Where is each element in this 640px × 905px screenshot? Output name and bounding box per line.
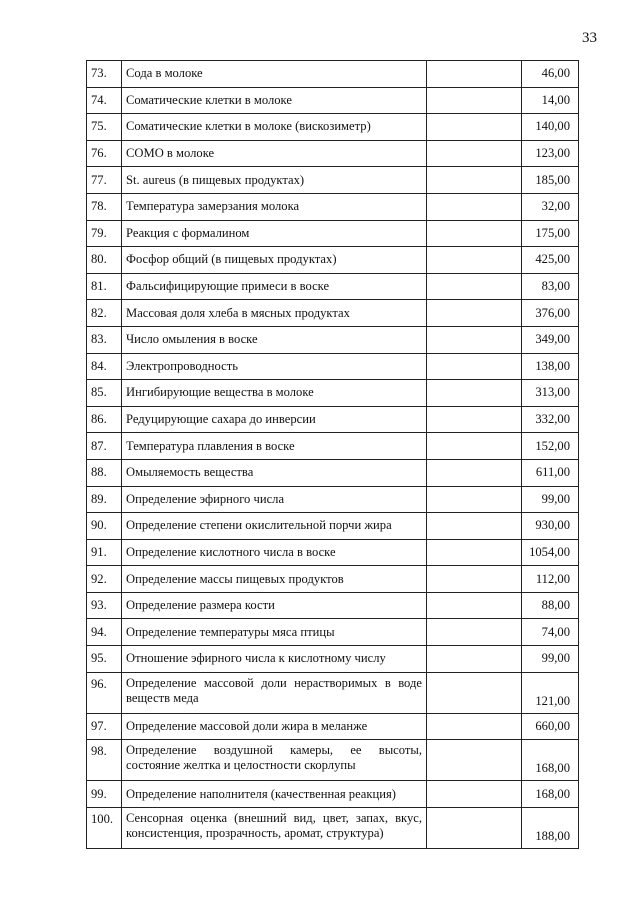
row-number: 73. — [87, 61, 122, 88]
price-table — [86, 60, 579, 849]
table-row — [87, 273, 579, 300]
table-row — [87, 380, 579, 407]
price-cell: 112,00 — [522, 566, 579, 593]
row-number: 98. — [87, 740, 122, 781]
price-cell: 83,00 — [522, 273, 579, 300]
table-row — [87, 619, 579, 646]
price-cell: 185,00 — [522, 167, 579, 194]
row-number: 75. — [87, 114, 122, 141]
table-row — [87, 140, 579, 167]
row-number: 91. — [87, 539, 122, 566]
row-number: 83. — [87, 326, 122, 353]
empty-cell — [427, 406, 522, 433]
service-name: Число омыления в воске — [122, 326, 427, 353]
row-number: 84. — [87, 353, 122, 380]
table-body — [87, 61, 579, 849]
table-row — [87, 247, 579, 274]
table-row — [87, 193, 579, 220]
empty-cell — [427, 380, 522, 407]
table-row — [87, 646, 579, 673]
empty-cell — [427, 353, 522, 380]
price-cell: 14,00 — [522, 87, 579, 114]
empty-cell — [427, 61, 522, 88]
empty-cell — [427, 459, 522, 486]
row-number: 87. — [87, 433, 122, 460]
table-row — [87, 592, 579, 619]
empty-cell — [427, 513, 522, 540]
empty-cell — [427, 740, 522, 781]
service-name: Омыляемость вещества — [122, 459, 427, 486]
service-name: Определение эфирного числа — [122, 486, 427, 513]
price-cell: 152,00 — [522, 433, 579, 460]
row-number: 74. — [87, 87, 122, 114]
row-number: 79. — [87, 220, 122, 247]
row-number: 78. — [87, 193, 122, 220]
empty-cell — [427, 807, 522, 848]
row-number: 100. — [87, 807, 122, 848]
table-row — [87, 672, 579, 713]
service-name: Фосфор общий (в пищевых продуктах) — [122, 247, 427, 274]
empty-cell — [427, 619, 522, 646]
service-name: Редуцирующие сахара до инверсии — [122, 406, 427, 433]
row-number: 90. — [87, 513, 122, 540]
empty-cell — [427, 193, 522, 220]
row-number: 76. — [87, 140, 122, 167]
service-name: Определение массовой доли нерастворимых в воде веществ меда — [122, 672, 427, 713]
table-row — [87, 87, 579, 114]
table-row — [87, 220, 579, 247]
service-name: Определение кислотного числа в воске — [122, 539, 427, 566]
row-number: 86. — [87, 406, 122, 433]
price-cell: 46,00 — [522, 61, 579, 88]
service-name: Соматические клетки в молоке — [122, 87, 427, 114]
price-cell: 660,00 — [522, 713, 579, 740]
service-name: Определение степени окислительной порчи жира — [122, 513, 427, 540]
price-cell: 188,00 — [522, 807, 579, 848]
table-row — [87, 781, 579, 808]
table-row — [87, 167, 579, 194]
row-number: 82. — [87, 300, 122, 327]
table-row — [87, 459, 579, 486]
empty-cell — [427, 672, 522, 713]
price-cell: 376,00 — [522, 300, 579, 327]
table-row — [87, 433, 579, 460]
row-number: 81. — [87, 273, 122, 300]
table-row — [87, 114, 579, 141]
service-name: Сенсорная оценка (внешний вид, цвет, запах, вкус, консистенция, прозрачность, аромат, структура) — [122, 807, 427, 848]
empty-cell — [427, 87, 522, 114]
table-row — [87, 566, 579, 593]
empty-cell — [427, 486, 522, 513]
table-row — [87, 539, 579, 566]
table-row — [87, 300, 579, 327]
price-cell: 168,00 — [522, 781, 579, 808]
price-cell: 138,00 — [522, 353, 579, 380]
service-name: Отношение эфирного числа к кислотному числу — [122, 646, 427, 673]
table-row — [87, 326, 579, 353]
row-number: 88. — [87, 459, 122, 486]
price-cell: 123,00 — [522, 140, 579, 167]
row-number: 95. — [87, 646, 122, 673]
empty-cell — [427, 326, 522, 353]
row-number: 89. — [87, 486, 122, 513]
table-row — [87, 740, 579, 781]
empty-cell — [427, 114, 522, 141]
price-cell: 99,00 — [522, 646, 579, 673]
service-name: Температура замерзания молока — [122, 193, 427, 220]
table-row — [87, 353, 579, 380]
empty-cell — [427, 220, 522, 247]
service-name: Ингибирующие вещества в молоке — [122, 380, 427, 407]
table-row — [87, 713, 579, 740]
row-number: 94. — [87, 619, 122, 646]
service-name: Сода в молоке — [122, 61, 427, 88]
service-name: СОМО в молоке — [122, 140, 427, 167]
page-number: 33 — [582, 30, 597, 46]
price-cell: 168,00 — [522, 740, 579, 781]
service-name: Определение размера кости — [122, 592, 427, 619]
row-number: 85. — [87, 380, 122, 407]
service-name: Электропроводность — [122, 353, 427, 380]
empty-cell — [427, 646, 522, 673]
price-cell: 88,00 — [522, 592, 579, 619]
price-cell: 99,00 — [522, 486, 579, 513]
empty-cell — [427, 433, 522, 460]
price-cell: 332,00 — [522, 406, 579, 433]
table-row — [87, 513, 579, 540]
row-number: 96. — [87, 672, 122, 713]
empty-cell — [427, 167, 522, 194]
service-name: Фальсифицирующие примеси в воске — [122, 273, 427, 300]
row-number: 92. — [87, 566, 122, 593]
service-name: Определение воздушной камеры, ее высоты, состояние желтка и целостности скорлупы — [122, 740, 427, 781]
empty-cell — [427, 566, 522, 593]
service-name: Определение массы пищевых продуктов — [122, 566, 427, 593]
service-name: Реакция с формалином — [122, 220, 427, 247]
table-row — [87, 406, 579, 433]
row-number: 77. — [87, 167, 122, 194]
price-cell: 32,00 — [522, 193, 579, 220]
price-cell: 121,00 — [522, 672, 579, 713]
empty-cell — [427, 140, 522, 167]
row-number: 99. — [87, 781, 122, 808]
price-cell: 349,00 — [522, 326, 579, 353]
service-name: Определение массовой доли жира в меланже — [122, 713, 427, 740]
price-cell: 313,00 — [522, 380, 579, 407]
service-name: Температура плавления в воске — [122, 433, 427, 460]
empty-cell — [427, 592, 522, 619]
price-cell: 175,00 — [522, 220, 579, 247]
price-cell: 74,00 — [522, 619, 579, 646]
price-cell: 425,00 — [522, 247, 579, 274]
service-name: Определение наполнителя (качественная реакция) — [122, 781, 427, 808]
price-cell: 1054,00 — [522, 539, 579, 566]
empty-cell — [427, 247, 522, 274]
table-row — [87, 807, 579, 848]
price-cell: 930,00 — [522, 513, 579, 540]
empty-cell — [427, 781, 522, 808]
table-row — [87, 486, 579, 513]
row-number: 97. — [87, 713, 122, 740]
service-name: St. aureus (в пищевых продуктах) — [122, 167, 427, 194]
table-row — [87, 61, 579, 88]
service-name: Определение температуры мяса птицы — [122, 619, 427, 646]
empty-cell — [427, 300, 522, 327]
empty-cell — [427, 713, 522, 740]
price-cell: 611,00 — [522, 459, 579, 486]
row-number: 93. — [87, 592, 122, 619]
service-name: Соматические клетки в молоке (вискозиметр) — [122, 114, 427, 141]
empty-cell — [427, 273, 522, 300]
price-cell: 140,00 — [522, 114, 579, 141]
row-number: 80. — [87, 247, 122, 274]
service-name: Массовая доля хлеба в мясных продуктах — [122, 300, 427, 327]
empty-cell — [427, 539, 522, 566]
